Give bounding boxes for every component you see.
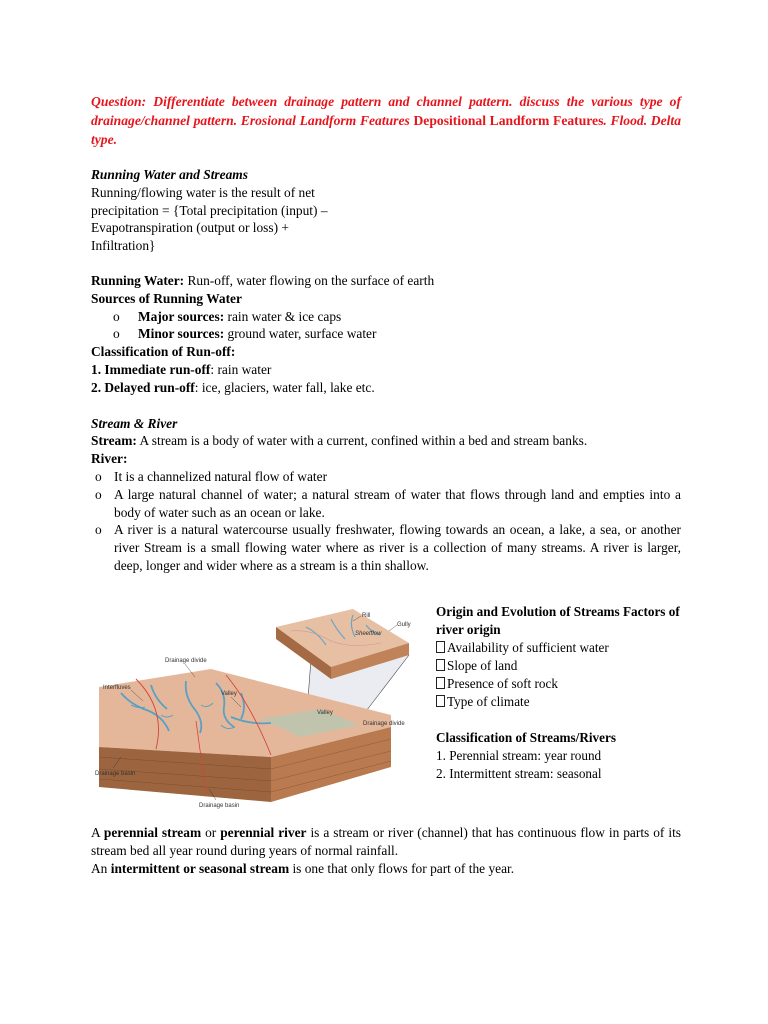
intermittent-paragraph	[91, 860, 681, 878]
text: is one that only flows for part of the year.	[289, 860, 515, 876]
document-body	[91, 92, 681, 575]
term: perennial stream	[103, 825, 202, 840]
question-part-2: Depositional Landform Features	[413, 113, 604, 128]
stream-definition	[91, 432, 681, 450]
label-drainage-basin-2: Drainage basin	[199, 803, 240, 809]
question-part-1: Question: Differentiate between drainage pattern and channel pattern. discuss the various type of drainage/channel pattern. Erosional Landform Features	[91, 94, 681, 128]
text-line: Infiltration}	[91, 238, 156, 254]
runoff-item	[91, 379, 681, 397]
label-valley-2: Valley	[317, 710, 333, 716]
classification-item: 2. Intermittent stream: seasonal	[436, 766, 602, 781]
term: intermittent or seasonal stream	[110, 860, 290, 876]
label-interfluves: Interfluves	[103, 685, 131, 691]
label-drainage-divide-2: Drainage divide	[363, 721, 405, 727]
classification-item: 1. Perennial stream: year round	[436, 748, 602, 763]
item-label: 1. Immediate run-off	[91, 361, 211, 377]
river-list	[91, 468, 681, 575]
term-text: Run-off, water flowing on the surface of earth	[184, 272, 435, 288]
term-text: A stream is a body of water with a current, confined within a bed and stream banks.	[136, 433, 588, 449]
item-label: Minor sources:	[138, 326, 225, 342]
list-item: o A river is a natural watercourse usually freshwater, flowing towards an ocean, a lake, a sea, or another river Stream is a small flowing water where as river is a collection of many streams. A river is larger, deep, longer and wider where as a stream is a thin shallow.	[91, 521, 681, 574]
label-valley-1: Valley	[221, 691, 237, 697]
label-drainage-divide: Drainage divide	[165, 658, 207, 664]
figure-row	[91, 597, 691, 812]
text: is a stream or river (channel) that has continuous flow in parts of its stream bed all year round during years of normal rainfall.	[91, 825, 681, 858]
sources-list	[91, 308, 681, 344]
list-item: o A large natural channel of water; a natural stream of water that flows through land and empties into a body of water such as an ocean or lake.	[91, 486, 681, 522]
text: A	[91, 825, 104, 840]
drainage-basin-illustration	[91, 597, 429, 812]
term-label: Running Water:	[91, 272, 185, 288]
term-label: Stream:	[91, 433, 137, 449]
side-text	[436, 603, 686, 783]
list-item	[91, 325, 681, 343]
origin-heading: Origin and Evolution of Streams Factors of river origin	[436, 604, 680, 637]
origin-item: Availability of sufficient water	[436, 639, 686, 657]
runoff-heading: Classification of Run-off:	[91, 344, 236, 360]
running-water-definition	[91, 272, 681, 290]
list-item	[91, 308, 681, 326]
text-line: precipitation = {Total precipitation (input) –	[91, 202, 328, 218]
label-rill: Rill	[362, 613, 371, 619]
text-line: Evapotranspiration (output or loss) +	[91, 220, 289, 236]
question-part-3: . Flood. Delta type.	[91, 113, 681, 147]
label-gully: Gully	[397, 622, 411, 628]
sources-heading: Sources of Running Water	[91, 290, 242, 306]
classification-heading: Classification of Streams/Rivers	[436, 730, 616, 745]
origin-item: Presence of soft rock	[436, 675, 686, 693]
item-text: : rain water	[210, 361, 272, 377]
list-item: o It is a channelized natural flow of water	[91, 468, 681, 486]
question-text	[91, 92, 681, 149]
term: perennial river	[220, 825, 307, 840]
item-text: rain water & ice caps	[224, 308, 342, 324]
text: or	[201, 825, 221, 840]
origin-item: Type of climate	[436, 693, 686, 711]
text: An	[91, 860, 111, 876]
item-label: 2. Delayed run-off	[91, 379, 195, 395]
section-heading-running-water-streams: Running Water and Streams	[91, 167, 248, 182]
perennial-paragraph	[91, 824, 681, 860]
river-label: River:	[91, 451, 128, 467]
label-drainage-basin-1: Drainage basin	[95, 771, 136, 777]
item-text: : ice, glaciers, water fall, lake etc.	[194, 379, 375, 395]
bottom-text	[91, 824, 681, 877]
text-line: Running/flowing water is the result of net	[91, 184, 315, 200]
origin-item: Slope of land	[436, 657, 686, 675]
label-sheetflow: Sheetflow	[355, 631, 382, 637]
item-label: Major sources:	[138, 308, 225, 324]
section-heading-stream-river: Stream & River	[91, 415, 178, 431]
item-text: ground water, surface water	[224, 326, 377, 342]
runoff-item	[91, 361, 681, 379]
